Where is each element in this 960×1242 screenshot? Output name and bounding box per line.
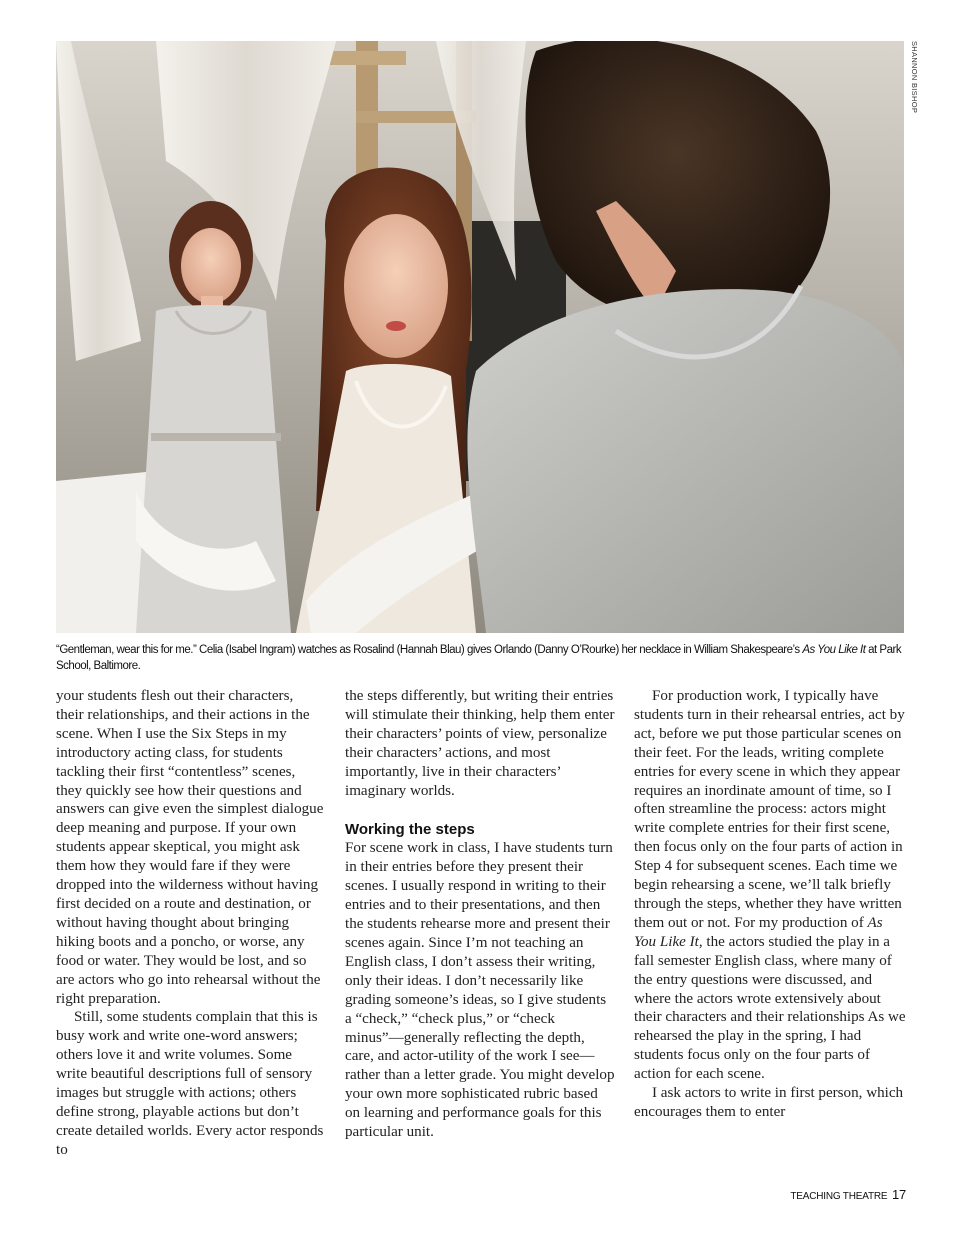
paragraph-text: , the actors studied the play in a fall semester English class, where many of the entry questions were discussed, and where the actors wrote extensively about their characters and their relationships As we rehearsed the play in the spring, I had students focus only on the four parts of action for each scene. — [634, 933, 906, 1083]
caption-play-title: As You Like It — [802, 644, 866, 656]
photo-caption — [56, 642, 904, 674]
paragraph: your students flesh out their characters, their relationships, and their actions in the scene. When I use the Six Steps in my introductory acting class, for students tackling their first “contentless” scenes, they quickly see how their questions and answers can give even the simplest dialogue deep meaning and purpose. If your own students appear skeptical, you might ask them how they would fare if they were dropped into the wilderness without having first decided on a route and destination, or without having thought about bringing hiking boots and a poncho, or worse, any food or water. They would be lost, and so are actors who go into rehearsal without the right preparation. — [56, 688, 324, 1007]
page-number: 17 — [891, 1187, 906, 1202]
play-title: As You Like It — [634, 914, 883, 950]
paragraph: the steps differently, but writing their entries will stimulate their thinking, help them enter their characters’ points of view, personalize their characters’ actions, and most importantly, live in their characters’ imaginary worlds. — [345, 688, 615, 799]
page-footer — [790, 1187, 906, 1202]
paragraph-text: For production work, I typically have students turn in their rehearsal entries, act by act, before we put those particular scenes on their feet. For the leads, writing complete entries for every scene in which they appear requires an inordinate amount of time, so I often streamline the process: actors might write complete entries for their first scene, then focus only on the four parts of action in Step 4 for subsequent scenes. Each time we begin rehearsing a scene, we’ll talk briefly through the steps, whether they have written them out or not. For my production of — [634, 688, 905, 931]
text-column-3 — [634, 687, 906, 1122]
photo-illustration — [56, 41, 904, 633]
paragraph — [634, 687, 906, 1084]
publication-name: TEACHING THEATRE — [790, 1191, 888, 1202]
caption-text: Celia (Isabel Ingram) watches as Rosalind (Hannah Blau) gives Orlando (Danny O’Rourke) her necklace in William Shakespeare’s — [196, 644, 803, 656]
caption-quote: “Gentleman, wear this for me.” — [56, 644, 197, 656]
paragraph: I ask actors to write in first person, which encourages them to enter — [634, 1085, 904, 1120]
text-column-1 — [56, 687, 324, 1160]
caption-location: at Park School, Baltimore. — [56, 644, 902, 672]
text-column-2 — [345, 687, 615, 1142]
paragraph: Still, some students complain that this is busy work and write one-word answers; others love it and write volumes. Some write beautiful descriptions full of sensory images but struggle with actions; others define strong, playable actions but don’t create detailed worlds. Every actor responds to — [56, 1009, 324, 1158]
paragraph: For scene work in class, I have students turn in their entries before they present their scenes. I usually respond in writing to their entries and to their presentations, and then the students rehearse more and present their scenes again. Since I’m not teaching an English class, I don’t assess their writing, only their ideas. I don’t necessarily like grading someone’s ideas, so I give students a “check,” “check plus,” or “check minus”—generally reflecting the depth, care, and actor-utility of the work I see—rather than a letter grade. You might develop your own more sophisticated rubric based on learning and performance goals for this particular unit. — [345, 840, 615, 1141]
production-photo — [56, 41, 904, 633]
section-heading: Working the steps — [345, 821, 475, 839]
photo-credit: SHANNON BISHOP — [910, 41, 919, 114]
